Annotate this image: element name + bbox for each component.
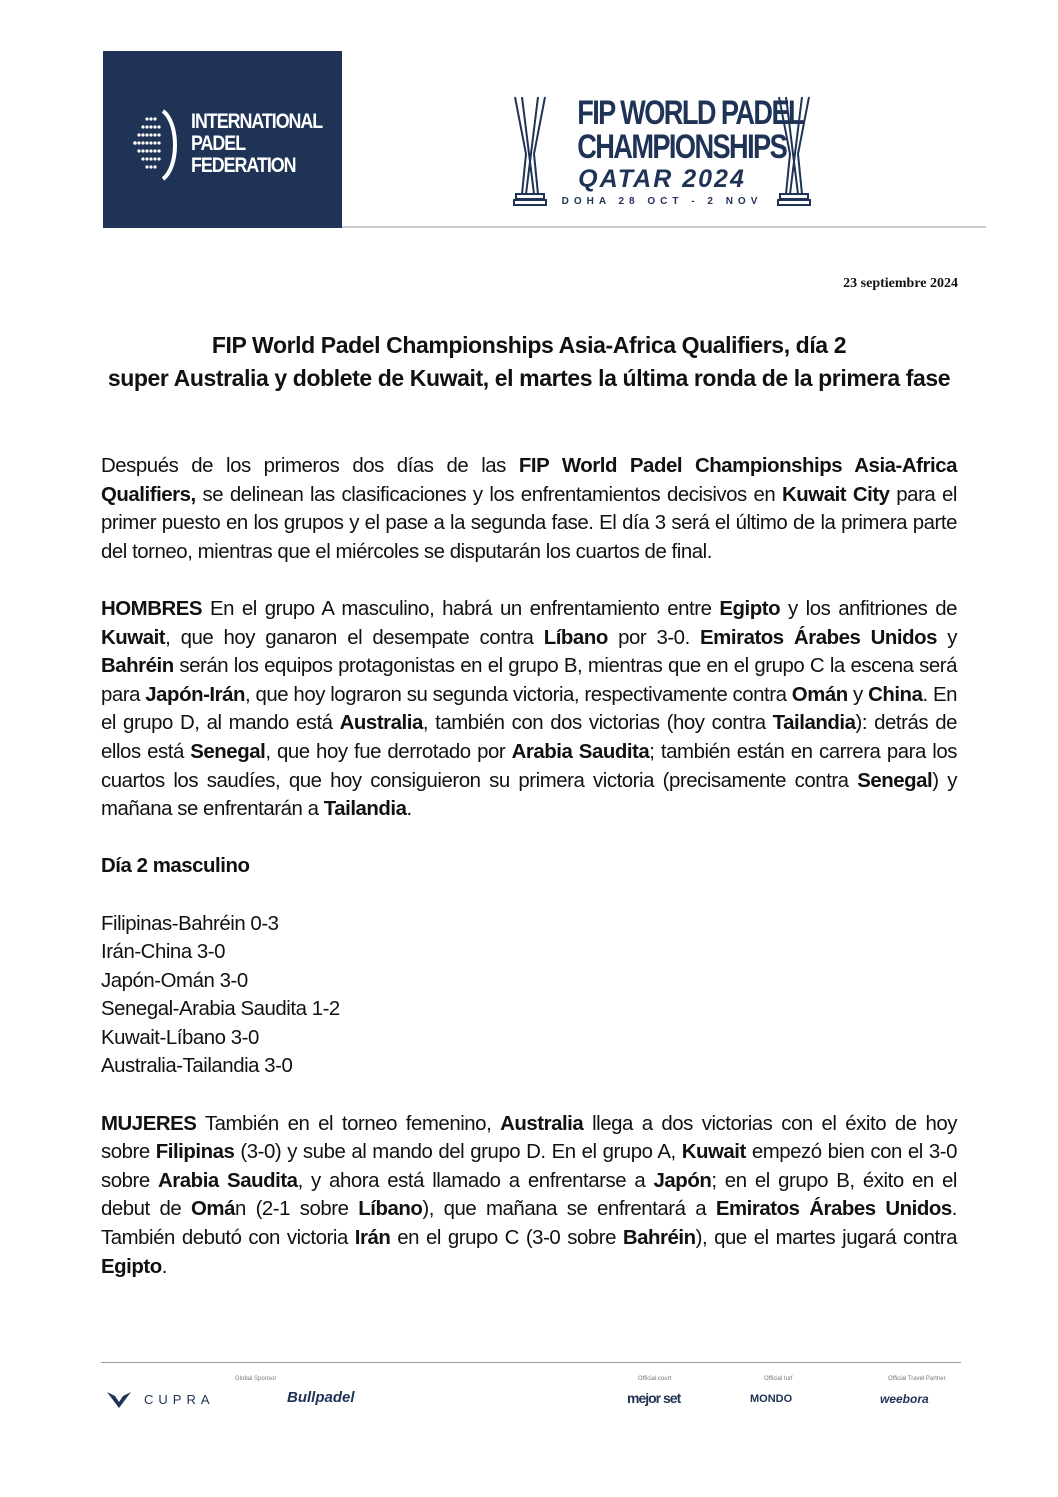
bold-text: Arabia Saudita (511, 740, 650, 763)
text-segment: y los anfitriones de (780, 597, 958, 620)
bold-text: Tailandia (323, 798, 407, 821)
bold-text: Senegal (190, 740, 266, 763)
event-logo-subtitle: QATAR 2024 (578, 165, 746, 193)
padel-racket-icon (131, 109, 181, 181)
bold-text: Senegal (857, 769, 933, 792)
ipf-logo (103, 51, 342, 228)
bold-text: FIP World Padel Championships Asia-Africa Qualifiers, (101, 455, 957, 506)
bold-text: Japón-Irán (145, 683, 246, 706)
text-segment: llega a dos victorias con el éxito de hoy sobre (101, 1112, 957, 1164)
text-segment: empezó bien con el 3-0 sobre (101, 1141, 957, 1192)
sponsor-label: Global Sponsor (235, 1376, 277, 1382)
women-paragraph (101, 1110, 957, 1282)
sponsor-mejorset: mejor set (627, 1390, 681, 1406)
text-segment: y (937, 626, 958, 649)
bold-text: Australia (500, 1112, 584, 1135)
text-segment: , que hoy ganaron el desempate contra (165, 626, 544, 649)
text-segment: ), que mañana se enfrentará a (422, 1198, 716, 1221)
bold-text: Emiratos Árabes Unidos (715, 1198, 952, 1221)
bold-text: MUJERES (101, 1112, 197, 1135)
text-segment: . (161, 1255, 167, 1278)
text-segment: en el grupo C (3-0 sobre (390, 1227, 623, 1250)
bold-text: Kuwait City (782, 483, 890, 506)
bold-text: Japón (653, 1169, 712, 1192)
text-segment: . En el grupo D, al mando está (101, 683, 957, 735)
ipf-logo-line: FEDERATION (191, 154, 296, 177)
event-logo-title: CHAMPIONSHIPS (577, 128, 787, 166)
title-line: super Australia y doblete de Kuwait, el martes la última ronda de la primera fase (107, 364, 951, 391)
result-item: Kuwait-Líbano 3-0 (101, 1026, 259, 1049)
event-logo-title: FIP WORLD PADEL (577, 94, 804, 132)
text-segment: n (2-1 sobre (234, 1198, 359, 1221)
cupra-logo-icon (106, 1390, 132, 1410)
bold-text: Líbano (358, 1198, 423, 1221)
trophy-icon (776, 94, 812, 207)
bold-text: Egipto (719, 597, 781, 620)
text-segment: , que hoy fue derrotado por (265, 740, 512, 763)
sponsor-mondo: MONDO (750, 1393, 793, 1405)
text-segment: ): detrás de ellos está (101, 712, 957, 763)
title-line: FIP World Padel Championships Asia-Africa Qualifiers, día 2 (211, 332, 847, 358)
result-item: Senegal-Arabia Saudita 1-2 (101, 998, 340, 1021)
bold-text: Filipinas (155, 1141, 235, 1164)
bold-text: China (868, 683, 923, 706)
text-segment: ), que el martes jugará contra (695, 1227, 957, 1250)
bold-text: Irán (354, 1227, 391, 1250)
text-segment: . (406, 798, 412, 821)
text-segment: ; en el grupo B, éxito en el debut de (101, 1169, 957, 1221)
bold-text: Bahréin (101, 655, 174, 678)
text-segment: por 3-0. (607, 626, 701, 649)
sponsor-weebora: weebora (880, 1392, 929, 1406)
bold-text: Arabia Saudita (158, 1169, 298, 1192)
press-body (101, 452, 957, 1310)
event-logo (512, 94, 812, 209)
text-segment: y (847, 683, 869, 706)
bold-text: Líbano (543, 626, 608, 649)
text-segment: , también con dos victorias (hoy contra (422, 712, 773, 735)
text-segment: ) y mañana se enfrentarán a (101, 769, 957, 821)
men-paragraph (101, 595, 957, 824)
sponsor-bullpadel: Bullpadel (287, 1389, 355, 1406)
text-segment: ; también están en carrera para los cuartos los saudíes, que hoy consiguieron su primera victoria (precisamente contra (101, 740, 957, 792)
result-item: Filipinas-Bahréin 0-3 (101, 912, 279, 935)
result-item: Japón-Omán 3-0 (101, 969, 248, 992)
bold-text: Kuwait (101, 626, 166, 649)
bold-text: Kuwait (681, 1141, 746, 1164)
intro-paragraph (101, 452, 957, 566)
bold-text: Bahréin (622, 1227, 696, 1250)
bold-text: Emiratos Árabes Unidos (700, 626, 938, 649)
event-logo-dates: DOHA 28 OCT - 2 NOV (561, 196, 763, 207)
result-item: Australia-Tailandia 3-0 (101, 1055, 293, 1078)
text-segment: Después de los primeros dos días de las (101, 455, 519, 477)
text-segment: , que hoy lograron su segunda victoria, respectivamente contra (245, 683, 792, 706)
sponsor-cupra: CUPRA (144, 1392, 215, 1407)
text-segment: para el primer puesto en los grupos y el pase a la segunda fase. El día 3 será el último de la primera parte del torneo, mientras que el miércoles se disputarán los cuartos de final. (101, 483, 957, 563)
bold-text: HOMBRES (101, 597, 203, 620)
bold-text: Australia (339, 712, 423, 735)
text-segment: serán los equipos protagonistas en el grupo B, mientras que en el grupo C la escena será para (101, 655, 957, 706)
bold-text: Tailandia (772, 712, 856, 735)
sponsor-label: Official Travel Partner (888, 1376, 946, 1382)
trophy-icon (512, 94, 548, 207)
bold-text: Omá (190, 1198, 235, 1221)
press-date: 23 septiembre 2024 (843, 276, 958, 291)
result-item: Irán-China 3-0 (101, 941, 226, 964)
header-divider (342, 226, 986, 228)
footer-divider (101, 1362, 961, 1363)
text-segment: En el grupo A masculino, habrá un enfrentamiento entre (202, 597, 720, 620)
text-segment: También en el torneo femenino, (196, 1112, 501, 1135)
press-title (100, 329, 958, 394)
results-heading: Día 2 masculino (101, 855, 250, 878)
sponsor-label: Official court (638, 1376, 672, 1382)
bold-text: Egipto (101, 1255, 162, 1278)
text-segment: se delinean las clasificaciones y los enfrentamientos decisivos en (195, 483, 782, 506)
text-segment: , y ahora está llamado a enfrentarse a (297, 1169, 654, 1192)
text-segment: . También debutó con victoria (101, 1198, 957, 1250)
ipf-logo-line: INTERNATIONAL (191, 110, 323, 133)
ipf-logo-line: PADEL (191, 132, 246, 155)
text-segment: (3-0) y sube al mando del grupo D. En el grupo A, (234, 1141, 682, 1164)
bold-text: Omán (791, 683, 848, 706)
sponsor-label: Official turf (764, 1376, 793, 1382)
